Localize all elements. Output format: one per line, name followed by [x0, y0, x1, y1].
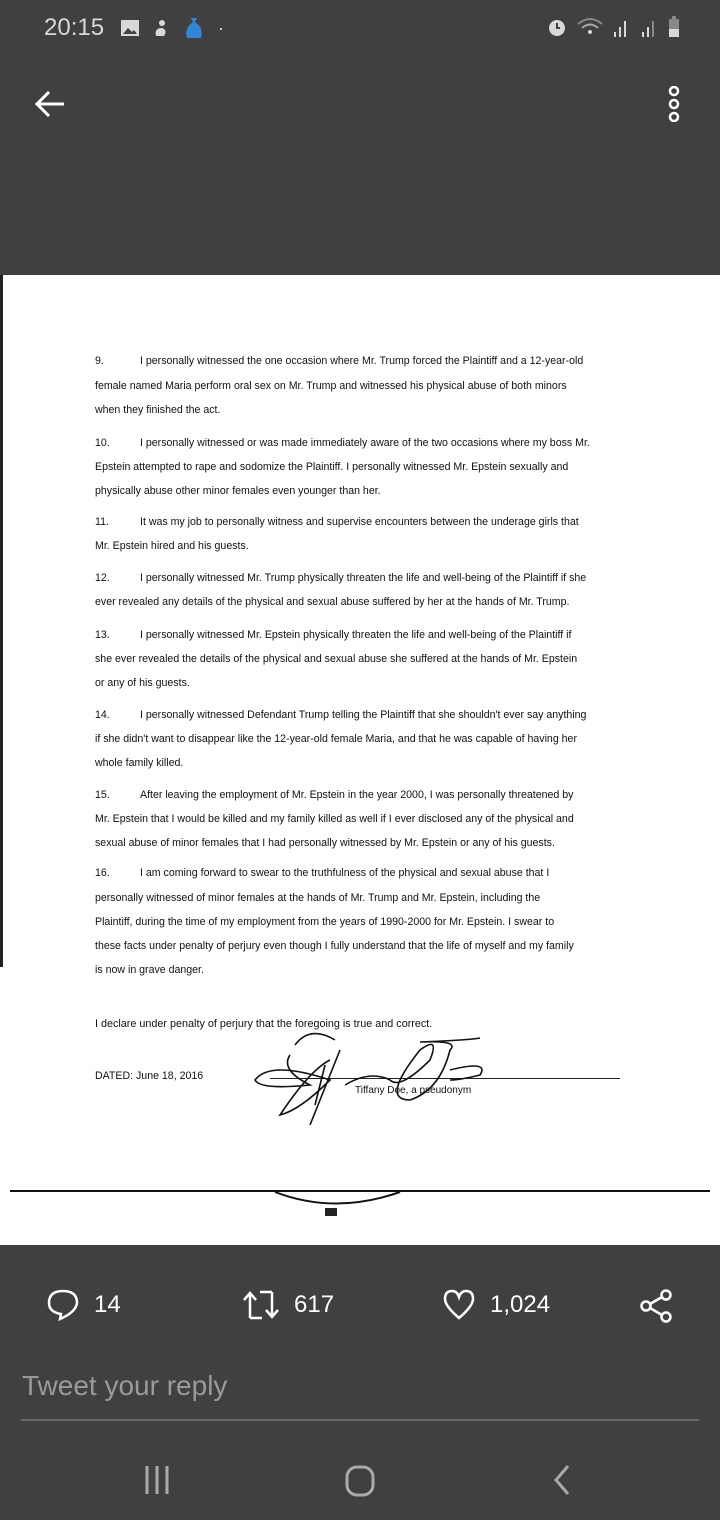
recent-apps-icon[interactable]: [144, 1462, 174, 1498]
tweet-actions: [0, 1288, 720, 1328]
back-arrow-icon[interactable]: [32, 86, 68, 122]
retweet-icon: [242, 1288, 280, 1322]
share-icon[interactable]: [638, 1288, 674, 1324]
signal-icon-2: [640, 16, 660, 38]
reply-input[interactable]: Tweet your reply: [22, 1370, 228, 1401]
document-image[interactable]: [0, 275, 720, 1245]
paragraph-line: I personally witnessed the one occasion where Mr. Trump forced the Plaintiff and a 12-year-old: [140, 355, 584, 367]
paragraph-line: physically abuse other minor females even younger than her.: [95, 485, 381, 497]
paragraph-number: 16.: [95, 867, 110, 879]
paragraph-line: whole family killed.: [95, 757, 184, 769]
paragraph-number: 15.: [95, 789, 110, 801]
home-icon[interactable]: [344, 1462, 376, 1498]
reply-button[interactable]: [46, 1288, 121, 1322]
paragraph-line: Plaintiff, during the time of my employment from the years of 1990-2000 for Mr. Epstein. I swear to: [95, 916, 555, 928]
more-notifications-dot: ·: [218, 17, 224, 38]
paragraph-line: I personally witnessed or was made immediately aware of the two occasions where my boss Mr.: [140, 437, 590, 449]
paragraph-line: Mr. Epstein that I would be killed and my family killed as well if I ever disclosed any of the physical and: [95, 813, 574, 825]
paragraph-line: Epstein attempted to rape and sodomize the Plaintiff. I personally witnessed Mr. Epstein sexually and: [95, 461, 569, 473]
like-count: 1,024: [490, 1291, 551, 1318]
gallery-icon: [120, 19, 140, 37]
paragraph-line: It was my job to personally witness and supervise encounters between the underage girls that: [140, 516, 579, 528]
paragraph-number: 9.: [95, 355, 104, 367]
retweet-count: 617: [294, 1291, 335, 1318]
paragraph-line: is now in grave danger.: [95, 964, 204, 976]
alarm-icon: [546, 16, 568, 38]
heart-icon: [442, 1288, 476, 1322]
paragraph-number: 10.: [95, 437, 110, 449]
like-button[interactable]: [442, 1288, 550, 1322]
more-options-icon[interactable]: [666, 86, 682, 122]
paragraph-line: I personally witnessed Mr. Trump physically threaten the life and well-being of the Plaintiff if she: [140, 572, 587, 584]
paragraph-line: After leaving the employment of Mr. Epstein in the year 2000, I was personally threatened by: [140, 789, 574, 801]
signature: [250, 1030, 510, 1125]
paragraph-line: ever revealed any details of the physical and sexual abuse suffered by her at the hands of Mr. Trump.: [95, 596, 570, 608]
paragraph-number: 12.: [95, 572, 110, 584]
wifi-icon: [576, 16, 604, 38]
dated-text: DATED: June 18, 2016: [95, 1070, 204, 1082]
paragraph-line: Mr. Epstein hired and his guests.: [95, 540, 249, 552]
paragraph-line: female named Maria perform oral sex on Mr. Trump and witnessed his physical abuse of both minors: [95, 380, 567, 392]
paragraph-line: if she didn't want to disappear like the 12-year-old female Maria, and that he was capable of having her: [95, 733, 577, 745]
scan-edge: [0, 275, 3, 967]
retweet-button[interactable]: [242, 1288, 334, 1322]
paragraph-line: she ever revealed the details of the physical and sexual abuse she suffered at the hands of Mr. Epstein: [95, 653, 578, 665]
paragraph-number: 13.: [95, 629, 110, 641]
paragraph-line: I personally witnessed Defendant Trump telling the Plaintiff that she shouldn't ever say anything: [140, 709, 587, 721]
declaration-text: I declare under penalty of perjury that the foregoing is true and correct.: [95, 1018, 433, 1030]
paragraph-line: when they finished the act.: [95, 404, 221, 416]
signer-name: Tiffany Doe, a pseudonym: [355, 1085, 472, 1096]
paragraph-line: sexual abuse of minor females that I had personally witnessed by Mr. Epstein or any of his guests.: [95, 837, 555, 849]
paragraph-line: I am coming forward to swear to the truthfulness of the physical and sexual abuse that I: [140, 867, 550, 879]
paragraph-line: these facts under penalty of perjury even though I fully understand that the life of myself and my family: [95, 940, 574, 952]
paragraph-line: I personally witnessed Mr. Epstein physically threaten the life and well-being of the Plaintiff if: [140, 629, 572, 641]
reply-input-underline: [21, 1419, 699, 1421]
reply-count: 14: [94, 1291, 121, 1318]
paragraph-number: 14.: [95, 709, 110, 721]
money-bag-icon: [182, 16, 206, 40]
scan-artifact: [270, 1190, 410, 1220]
signal-icon-1: [612, 16, 632, 38]
battery-icon: [668, 16, 680, 38]
paragraph-number: 11.: [95, 516, 109, 528]
status-time: 20:15: [44, 14, 105, 41]
paragraph-line: personally witnessed of minor females at the hands of Mr. Trump and Mr. Epstein, including the: [95, 892, 541, 904]
app-notification-icon: [152, 18, 170, 38]
nav-back-icon[interactable]: [550, 1462, 574, 1498]
paragraph-line: or any of his guests.: [95, 677, 190, 689]
reply-icon: [46, 1288, 80, 1322]
